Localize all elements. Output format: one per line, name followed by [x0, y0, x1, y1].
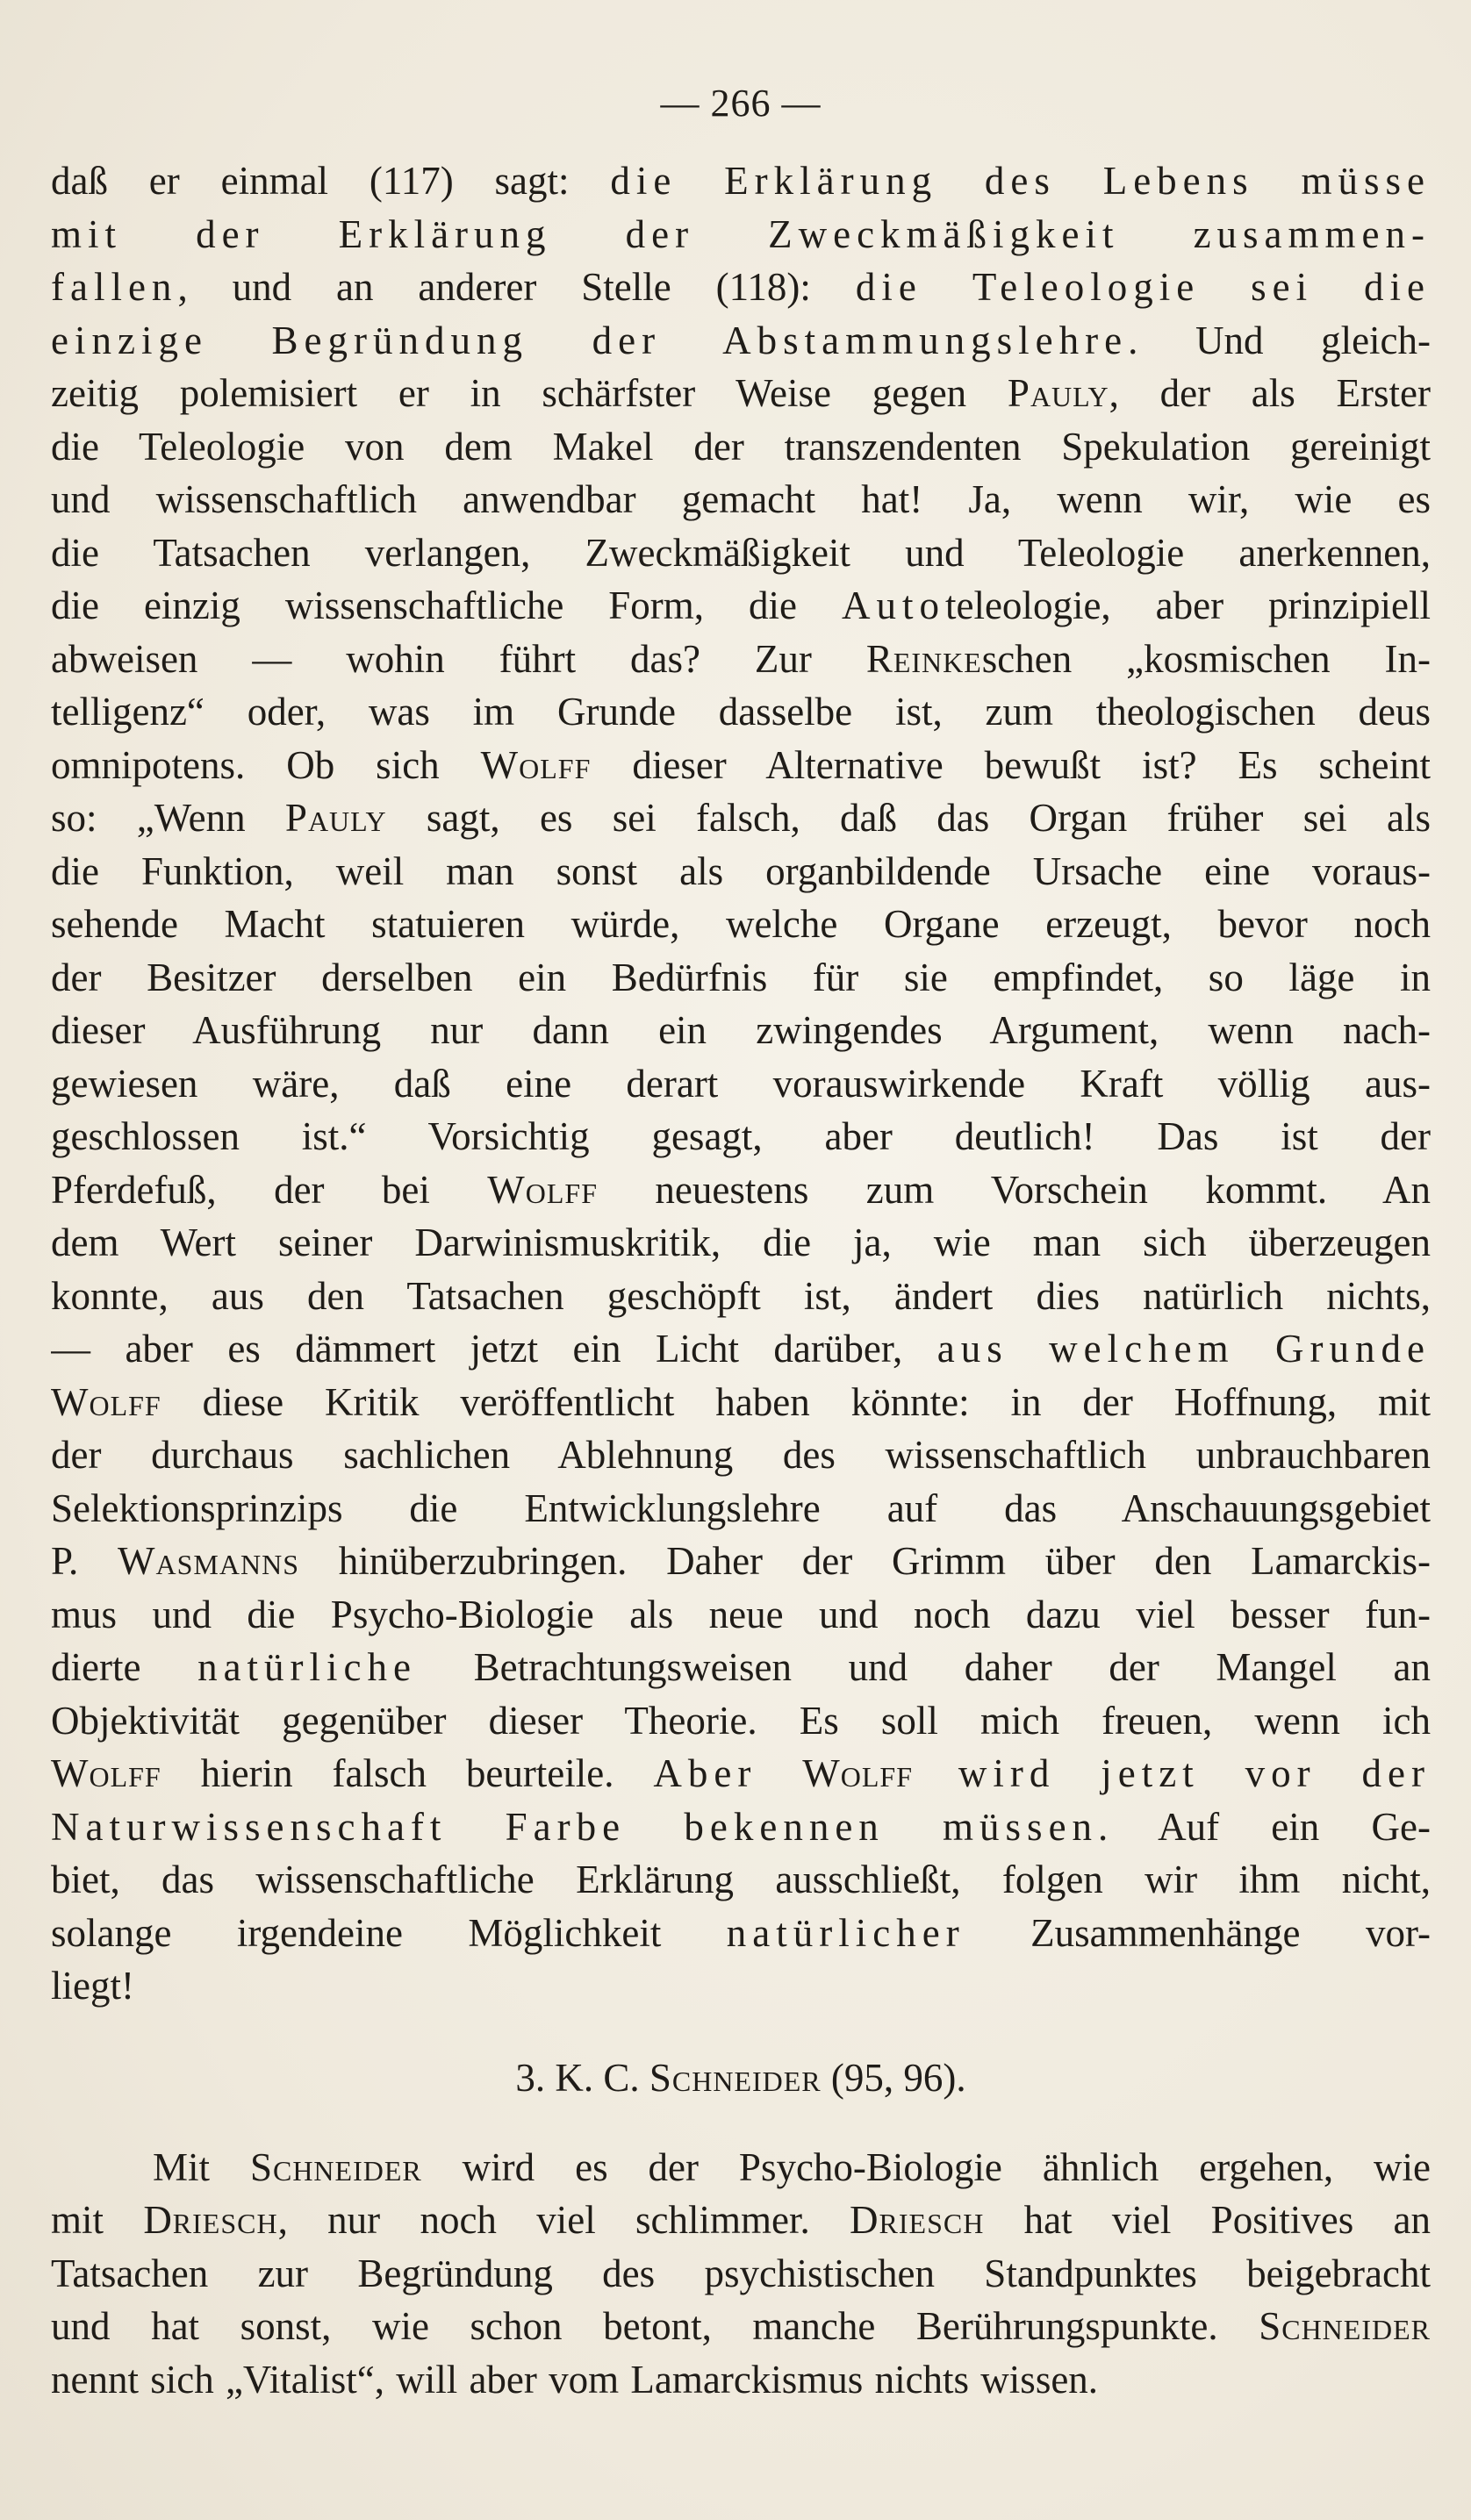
text-line	[51, 845, 1431, 898]
text-run: geschlossen ist.“ Vorsichtig gesagt, aber deutlich! Das ist der	[51, 1114, 1431, 1158]
small-caps-name: Schneider	[1259, 2304, 1431, 2348]
text-run: sehende Macht statuieren würde, welche Organe erzeugt, bevor noch	[51, 902, 1431, 946]
text-run: die Tatsachen verlangen, Zweckmäßigkeit und Teleologie anerkennen,	[51, 530, 1431, 575]
text-run: neuestens zum Vorschein kommt. An	[598, 1167, 1431, 1212]
text-run: abweisen — wohin führt das? Zur	[51, 636, 866, 681]
text-run: gewiesen wäre, daß eine derart vorauswirkende Kraft völlig aus-	[51, 1061, 1431, 1106]
small-caps-name: Wolff	[802, 1751, 913, 1795]
small-caps-name: Reinke	[865, 636, 982, 681]
small-caps-name: Wolff	[480, 742, 592, 787]
text-run: schen „kosmischen In-	[981, 636, 1431, 681]
text-line	[51, 2300, 1431, 2353]
small-caps-name: Wolff	[51, 1379, 161, 1424]
text-line	[51, 1907, 1431, 1960]
text-line	[51, 685, 1431, 739]
spaced-emphasis-text: fallen	[51, 265, 178, 309]
spaced-emphasis-text: die Teleologie sei die	[855, 265, 1431, 309]
text-run: der durchaus sachlichen Ablehnung des wissenschaftlich unbrauchbaren	[51, 1433, 1431, 1477]
text-run: Zusammenhänge vor-	[965, 1910, 1431, 1955]
text-run: zeitig polemisiert er in schärfster Weise gegen	[51, 371, 1008, 415]
text-run: sagt, es sei falsch, daß das Organ früher sei als	[386, 796, 1431, 840]
text-line	[51, 739, 1431, 792]
text-run: hinüberzubringen. Daher der Grimm über den Lamarckis-	[299, 1539, 1431, 1583]
text-run: telligenz“ oder, was im Grunde dasselbe ist, zum theologischen deus	[51, 690, 1431, 734]
paragraph-teleology-wolff	[51, 154, 1431, 2013]
small-caps-name: Wasmanns	[118, 1539, 299, 1583]
small-caps-name: Schneider	[249, 2144, 422, 2189]
text-run: . Und gleich-	[1128, 318, 1431, 362]
text-run: 3. K. C.	[515, 2055, 649, 2100]
text-run: hat viel Positives an	[984, 2198, 1431, 2242]
text-run: Betrachtungsweisen und daher der Mangel an	[417, 1645, 1431, 1689]
spaced-emphasis-text: natürliche	[197, 1645, 417, 1689]
text-line	[51, 1376, 1431, 1429]
spaced-emphasis-text: mit der Erklärung der Zweckmäßigkeit zusammen-	[51, 211, 1431, 256]
text-line	[51, 1801, 1431, 1854]
text-run: dierte	[51, 1645, 198, 1689]
text-line	[51, 473, 1431, 526]
text-run: diese Kritik veröffentlicht haben könnte: in der Hoffnung, mit	[161, 1379, 1431, 1424]
text-line	[51, 1004, 1431, 1057]
text-run: und hat sonst, wie schon betont, manche Berührungspunkte.	[51, 2304, 1259, 2348]
text-line	[51, 951, 1431, 1005]
book-page	[51, 77, 1431, 2406]
text-line	[51, 2247, 1431, 2301]
text-run: P.	[51, 1539, 118, 1583]
text-line	[51, 791, 1431, 845]
text-line	[51, 420, 1431, 474]
text-line	[51, 1535, 1431, 1588]
text-run: hierin falsch beurteile.	[161, 1751, 654, 1795]
text-run: Pferdefuß, der bei	[51, 1167, 488, 1212]
text-run: und wissenschaftlich anwendbar gemacht hat! Ja, wenn wir, wie es	[51, 477, 1431, 521]
small-caps-name: Wolff	[487, 1167, 599, 1212]
text-run: der Besitzer derselben ein Bedürfnis für sie empfindet, so läge in	[51, 955, 1431, 999]
text-run: biet, das wissenschaftliche Erklärung ausschließt, folgen wir ihm nicht,	[51, 1858, 1431, 1901]
text-line	[51, 1747, 1431, 1801]
spaced-emphasis-text: Aber	[653, 1751, 803, 1795]
text-run: die einzig wissenschaftliche Form, die	[51, 583, 842, 627]
spaced-emphasis-text: Auto	[841, 583, 945, 627]
text-run: dem Wert seiner Darwinismuskritik, die ja, wie man sich überzeugen	[51, 1221, 1431, 1264]
text-run: , und an anderer Stelle (118):	[177, 265, 856, 309]
text-line	[51, 1482, 1431, 1536]
small-caps-name: Driesch	[850, 2198, 985, 2242]
text-line	[51, 367, 1431, 420]
text-run: dieser Alternative bewußt ist? Es scheint	[591, 742, 1431, 787]
page-number: — 266 —	[660, 82, 822, 125]
text-line	[51, 314, 1431, 368]
spaced-emphasis-text: Naturwissenschaft Farbe bekennen müssen	[51, 1804, 1099, 1849]
small-caps-name: Wolff	[51, 1751, 161, 1795]
text-run: die Funktion, weil man sonst als organbildende Ursache eine voraus-	[51, 848, 1431, 893]
text-line	[51, 1110, 1431, 1163]
text-run: die Teleologie von dem Makel der transzendenten Spekulation gereinigt	[51, 424, 1431, 469]
text-line	[51, 154, 1431, 208]
text-line	[51, 1216, 1431, 1270]
text-line	[51, 1163, 1431, 1217]
text-run: daß er einmal (117) sagt:	[51, 159, 611, 203]
text-line	[51, 1428, 1431, 1482]
spaced-emphasis-text: die Erklärung des Lebens müsse	[610, 159, 1431, 203]
text-line	[51, 1270, 1431, 1323]
text-run: konnte, aus den Tatsachen geschöpft ist, ändert dies natürlich nichts,	[51, 1273, 1431, 1318]
text-run: , nur noch viel schlimmer.	[277, 2198, 850, 2242]
text-run: solange irgendeine Möglichkeit	[51, 1910, 727, 1955]
text-line	[51, 633, 1431, 686]
small-caps-name: Schneider	[649, 2055, 822, 2100]
text-line	[51, 2194, 1431, 2247]
text-line	[51, 526, 1431, 580]
text-line	[51, 1853, 1431, 1907]
text-run: Selektionsprinzips die Entwicklungslehre auf das Anschauungsgebiet	[51, 1486, 1431, 1530]
spaced-emphasis-text: natürlicher	[726, 1910, 965, 1955]
text-run: (95, 96).	[821, 2055, 966, 2100]
text-line	[51, 1694, 1431, 1748]
text-run: teleologie, aber prinzipiell	[944, 583, 1431, 627]
text-run: mit	[51, 2198, 144, 2242]
spaced-emphasis-text: wird jetzt vor der	[913, 1751, 1431, 1795]
text-line	[51, 1641, 1431, 1694]
small-caps-name: Pauly	[284, 796, 387, 840]
text-run: Objektivität gegenüber dieser Theorie. Es soll mich freuen, wenn ich	[51, 1698, 1431, 1743]
text-line	[51, 2353, 1431, 2407]
text-run: . Auf ein Ge-	[1098, 1804, 1431, 1849]
text-line	[51, 1057, 1431, 1111]
text-run: omnipotens. Ob sich	[51, 742, 481, 787]
text-line	[51, 1588, 1431, 1642]
section-heading-schneider	[51, 2051, 1431, 2104]
text-line	[51, 1959, 1431, 2013]
spaced-emphasis-text: einzige Begründung der Abstammungslehre	[51, 318, 1129, 362]
text-run: so: „Wenn	[51, 796, 285, 840]
text-run: , der als Erster	[1109, 371, 1431, 415]
text-run: Mit	[153, 2144, 250, 2189]
text-line	[51, 579, 1431, 633]
small-caps-name: Driesch	[143, 2198, 278, 2242]
text-run: dieser Ausführung nur dann ein zwingendes Argument, wenn nach-	[51, 1008, 1431, 1052]
text-line	[51, 1322, 1431, 1376]
text-line	[51, 2141, 1431, 2194]
text-line	[51, 208, 1431, 261]
paragraph-schneider	[51, 2141, 1431, 2407]
text-run: nennt sich „Vitalist“, will aber vom Lamarckismus nichts wissen.	[51, 2357, 1099, 2402]
text-run: wird es der Psycho-Biologie ähnlich ergehen, wie	[421, 2144, 1431, 2189]
text-run: — aber es dämmert jetzt ein Licht darüber,	[51, 1327, 937, 1371]
text-run: Tatsachen zur Begründung des psychistischen Standpunktes beigebracht	[51, 2251, 1431, 2295]
text-line	[51, 898, 1431, 951]
text-line	[51, 261, 1431, 314]
spaced-emphasis-text: aus welchem Grunde	[936, 1327, 1431, 1371]
small-caps-name: Pauly	[1007, 371, 1109, 415]
text-run: liegt!	[51, 1964, 134, 2008]
text-run: mus und die Psycho-Biologie als neue und noch dazu viel besser fun-	[51, 1592, 1431, 1636]
